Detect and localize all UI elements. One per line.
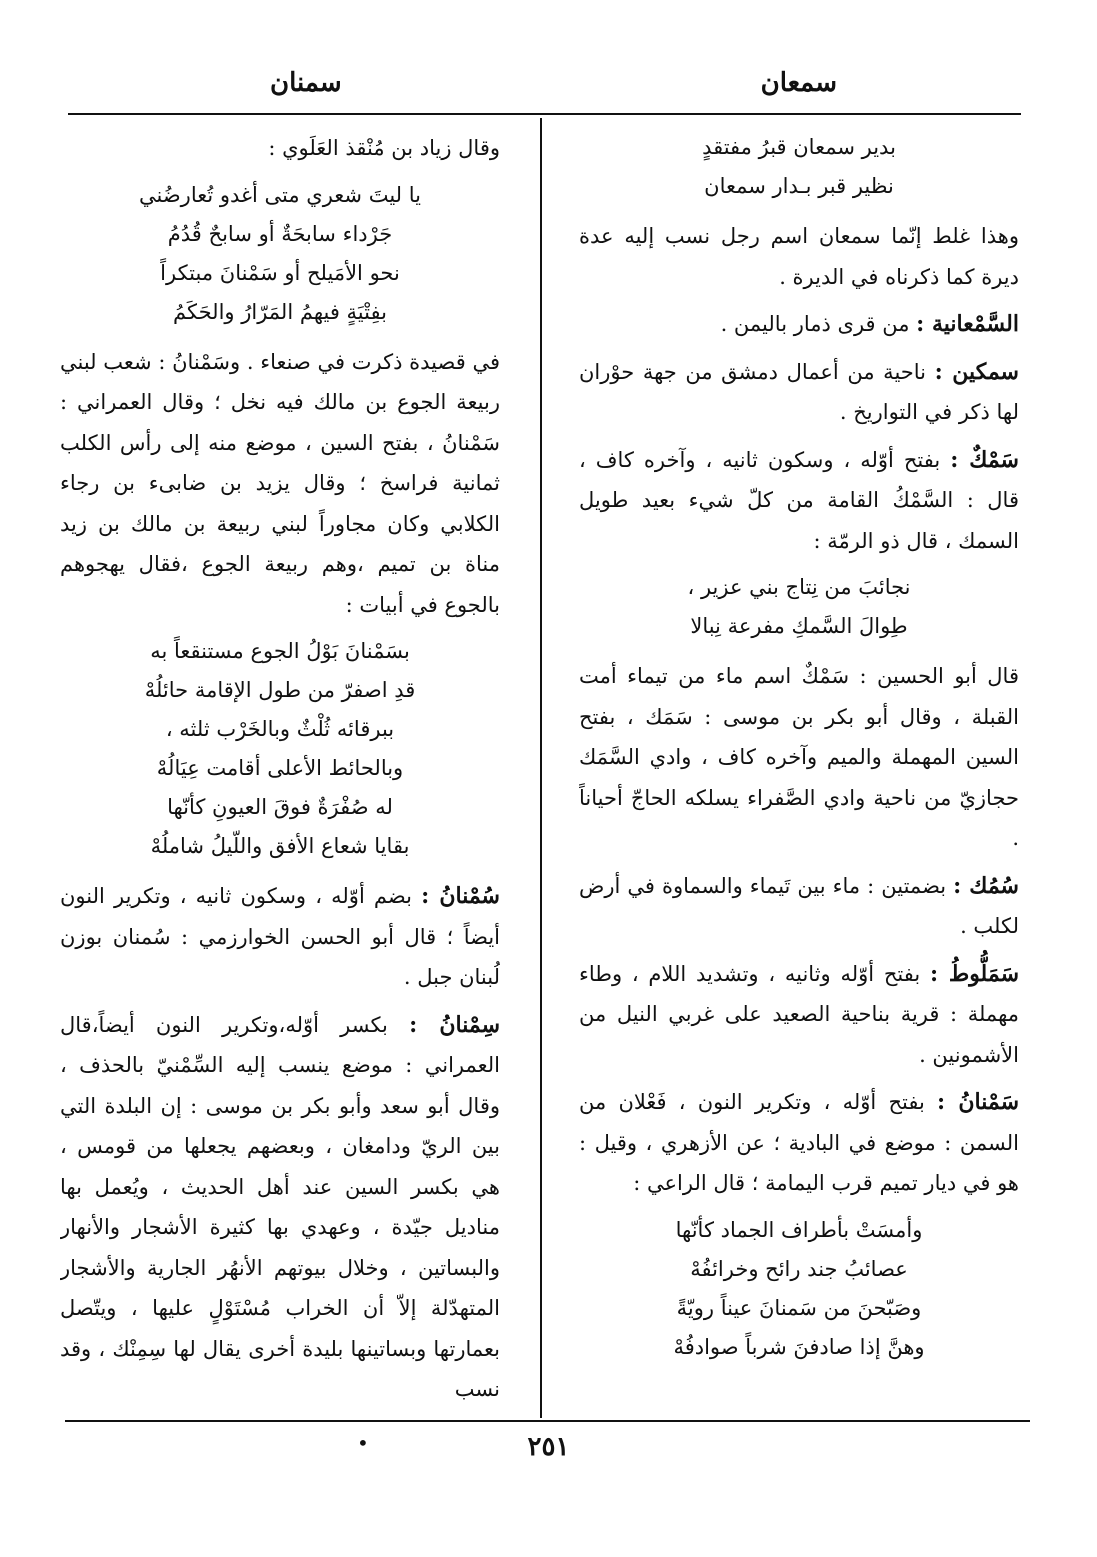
page-number: ٢٥١ bbox=[527, 1432, 570, 1462]
left-column bbox=[60, 128, 500, 1414]
entry-headword: سَمْكٌ : bbox=[950, 446, 1019, 473]
verse: يا ليتَ شعري متى أغدو تُعارضُني جَرْداء سابحَةٌ أو سابحٌ قُدُمُ نحو الأمَيلح أو سَمْنانَ مبتكراً بفِتْيَةٍ فيهمُ المَرّارُ والحَكَمُ bbox=[139, 182, 421, 324]
entry-text: من قرى ذمار باليمن . bbox=[720, 312, 917, 336]
header-headword-right: سمعان bbox=[760, 68, 837, 98]
entry-text: بفتح أوّله ، وتكرير النون ، فَعْلان من السمن : موضع في البادية ؛ عن الأزهري ، وقيل : هو في ديار تميم قرب اليمامة ؛ قال الراعي : bbox=[579, 1090, 1019, 1195]
running-header bbox=[0, 68, 1097, 108]
verse: وأمسَتْ بأطراف الجماد كأنّها عصائبُ جند رائح وخرائفُهْ وصَبّحنَ من سَمنانَ عيناً رويّةً وهنَّ إذا صادفنَ شرباً صوادفُهْ bbox=[673, 1217, 925, 1359]
entry-headword: سَمَلُّوطُ : bbox=[929, 960, 1019, 987]
ink-mark: • bbox=[357, 1431, 369, 1455]
entry-text: بكسر أوّله،وتكرير النون أيضاً،قال العمراني : موضع ينسب إليه السِّمْنيّ بالحذف ، وقال أبو سعد وأبو بكر بن موسى : إن البلدة التي بين الريّ ودامغان ، وبعضهم يجعلها من قومس ، هي بكسر السين عند أهل الحديث ، ويُعمل بها مناديل جيّدة ، وعهدي بها كثيرة الأشجار والأنهار والبساتين ، وخلال بيوتهم الأنهُر الجارية والأشجار المتهدّلة إلاّ أن الخراب مُسْتَوْلٍ عليها ، ويتّصل بعمارتها وبساتينها بليدة أخرى يقال لها سِمِنْك ، وقد نسب bbox=[60, 1012, 500, 1401]
paragraph: في قصيدة ذكرت في صنعاء . وسَمْنانُ : شعب لبني ربيعة الجوع بن مالك فيه نخل ؛ وقال العمراني : سَمْنانُ ، بفتح السين ، موضع منه إلى رأس الكلب ثمانية فراسخ ؛ وقال يزيد بن ضابىء بن رجاء الكلابي وكان مجاوراً لبني ربيعة بن مالك بن زيد مناة بن تميم ،وهم ربيعة الجوع ،فقال يهجوهم بالجوع في أبيات : bbox=[60, 349, 500, 617]
entry-headword: سُمْنانُ : bbox=[421, 883, 500, 909]
entry-text: بفتح أوّله وثانيه ، وتشديد اللام ، وطاء مهملة : قرية بناحية الصعيد على غربي النيل من الأشمونين . bbox=[579, 961, 1019, 1067]
footer-rule bbox=[65, 1420, 1030, 1422]
paragraph: وقال زياد بن مُنْقذ العَلَوي : bbox=[268, 136, 500, 160]
entry bbox=[579, 304, 1019, 345]
entry-headword: السَّمْعانية : bbox=[916, 311, 1019, 337]
entry bbox=[60, 1005, 500, 1410]
entry bbox=[579, 1082, 1019, 1204]
verse: بدير سمعان قبرُ مفتقدٍ نظير قبر بـدار سمعان bbox=[702, 135, 896, 198]
entry-headword: سَمْنانُ : bbox=[937, 1089, 1019, 1115]
header-rule bbox=[68, 113, 1021, 115]
entry-text: بضمتين : ماء بين تَيماء والسماوة في أرض لكلب . bbox=[579, 873, 1019, 938]
verse: نجائبَ من نِتاج بني عزير ، طِوالَ السَّمكِ مفرعة نِبالا bbox=[687, 575, 911, 638]
paragraph: وهذا غلط إنّما سمعان اسم رجل نسب إليه عدة ديرة كما ذكرناه في الديرة . bbox=[579, 224, 1019, 289]
entry-headword: سِمْنانُ : bbox=[409, 1011, 500, 1038]
column-divider bbox=[540, 118, 542, 1418]
entry-headword: سُمُك : bbox=[953, 872, 1019, 899]
entry bbox=[579, 866, 1019, 947]
entry bbox=[579, 352, 1019, 433]
entry bbox=[60, 876, 500, 998]
paragraph: قال أبو الحسين : سَمْكٌ اسم ماء من تيماء أمت القبلة ، وقال أبو بكر بن موسى : سَمَك ، بفتح السين المهملة والميم وآخره كاف ، وادي السَّمَك حجازيّ من ناحية وادي الصَّفراء يسلكه الحاجّ أحياناً . bbox=[579, 664, 1019, 850]
verse: بسَمْنانَ بَوْلُ الجوع مستنقعاً به قدِ اصفرّ من طول الإقامة حائلُهْ ببرقائه ثُلْثٌ وبالخَرْب ثلثه ، وبالحائط الأعلى أقامت عِيَالُهْ له صُفْرَةٌ فوقَ العيونِ كأنّها بقايا شعاع الأفق واللّيلُ شاملُهْ bbox=[144, 639, 416, 858]
header-headword-left: سمنان bbox=[270, 68, 342, 98]
entry bbox=[579, 954, 1019, 1076]
entry-text: بضم أوّله ، وسكون ثانيه ، وتكرير النون أيضاً ؛ قال أبو الحسن الخوارزمي : سُمنان بوزن لُبنان جبل . bbox=[60, 884, 500, 989]
entry-text: بفتح أوّله ، وسكون ثانيه ، وآخره كاف ، قال : السَّمْكُ القامة من كلّ شيء بعيد طويل السمك ، قال ذو الرمّة : bbox=[579, 447, 1019, 553]
entry bbox=[579, 440, 1019, 562]
entry-headword: سمكين : bbox=[934, 358, 1019, 385]
right-column bbox=[579, 128, 1019, 1414]
entry-text: ناحية من أعمال دمشق من جهة حوْران لها ذكر في التواريخ . bbox=[579, 359, 1019, 424]
